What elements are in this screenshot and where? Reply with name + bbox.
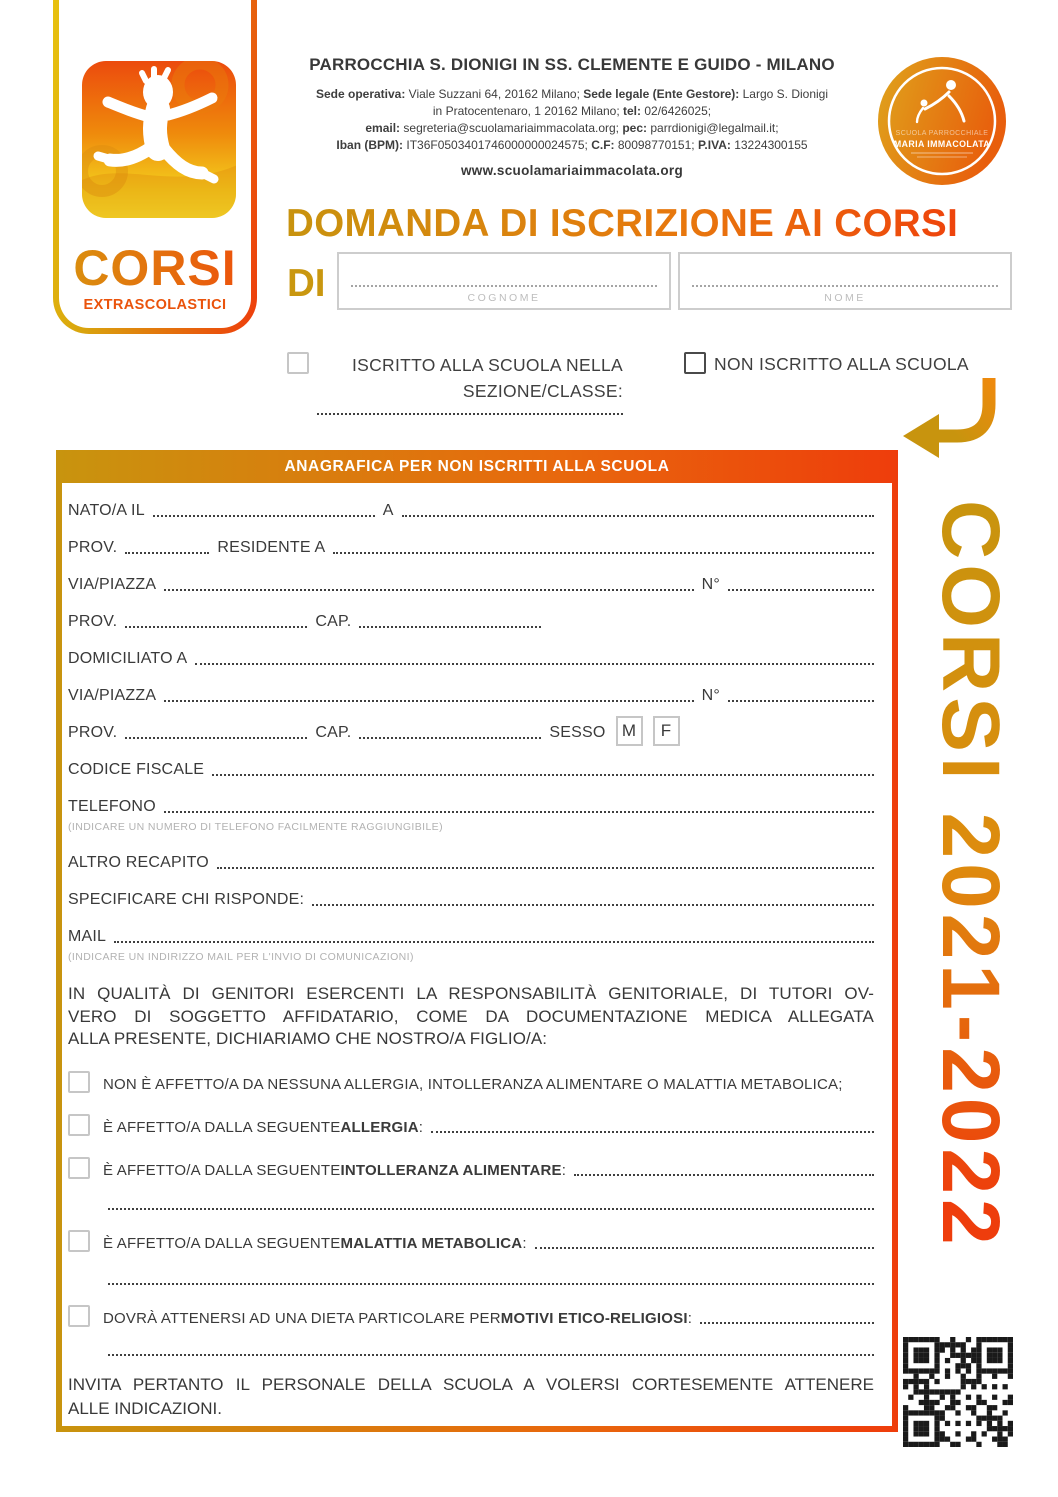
number-label: N°	[701, 687, 720, 704]
prov-cap-sex-row	[68, 707, 874, 744]
item-label: :	[418, 1118, 424, 1136]
stamp-line2: MARIA IMMACOLATA	[893, 139, 991, 149]
prov-label: PROV.	[68, 724, 118, 741]
number-dotted-field[interactable]	[728, 700, 874, 702]
item-label: È AFFETTO/A DALLA SEGUENTE	[103, 1234, 341, 1252]
phone-note: (INDICARE UN NUMERO DI TELEFONO FACILMENTE RAGGIUNGIBILE)	[68, 821, 443, 833]
enrolled-checkbox[interactable]	[287, 352, 309, 374]
domicile-row	[68, 633, 874, 670]
item-label: NON È AFFETTO/A DA NESSUNA ALLERGIA, INTOLLERANZA ALIMENTARE O MALATTIA METABOLICA;	[103, 1075, 843, 1093]
prov-label: PROV.	[68, 539, 118, 556]
contact-line: email: segreteria@scuolamariaimmacolata.org; pec: parrdionigi@legalmail.it;	[365, 121, 779, 135]
item-label: È AFFETTO/A DALLA SEGUENTE	[103, 1118, 341, 1136]
surname-label: COGNOME	[467, 292, 541, 304]
item-label: DOVRÀ ATTENERSI AD UNA DIETA PARTICOLARE PER	[103, 1309, 501, 1327]
born-on-label: NATO/A IL	[68, 502, 145, 519]
item-keyword: MALATTIA METABOLICA	[340, 1234, 523, 1252]
fiscal-code-row	[68, 744, 874, 781]
metabolic-disease-dotted-field[interactable]	[535, 1247, 874, 1249]
website-link[interactable]: www.scuolamariaimmacolata.org	[460, 163, 684, 178]
parish-header	[272, 55, 872, 178]
item-keyword: INTOLLERANZA ALIMENTARE	[340, 1161, 562, 1179]
vertical-courses-title: CORSI 2021-2022	[893, 500, 1011, 1300]
sex-female-checkbox[interactable]: F	[653, 716, 680, 746]
ethic-religious-diet-checkbox[interactable]	[68, 1305, 90, 1327]
parish-title: PARROCCHIA S. DIONIGI IN SS. CLEMENTE E GUIDO - MILANO	[309, 55, 835, 74]
not-enrolled-checkbox[interactable]	[684, 352, 706, 374]
street-label: VIA/PIAZZA	[68, 687, 157, 704]
anagrafica-section	[56, 450, 898, 1432]
food-intolerance-checkbox[interactable]	[68, 1157, 90, 1179]
item-label: :	[687, 1309, 693, 1327]
contact-line: in Pratocentenaro, 1 20162 Milano; tel: 02/6426025;	[432, 104, 712, 118]
item-keyword: MOTIVI ETICO-RELIGIOSI	[500, 1309, 688, 1327]
phone-dotted-field[interactable]	[164, 811, 874, 813]
mail-note: (INDICARE UN INDIRIZZO MAIL PER L'INVIO DI COMUNICAZIONI)	[68, 951, 414, 963]
contact-line: Sede operativa: Viale Suzzani 64, 20162 Milano; Sede legale (Ente Gestore): Largo S. Dionigi	[315, 87, 829, 101]
domicile-dotted-field[interactable]	[195, 663, 874, 665]
street-label: VIA/PIAZZA	[68, 576, 157, 593]
other-contact-row	[68, 837, 874, 874]
sex-label: SESSO	[549, 724, 606, 741]
cap-label: CAP.	[315, 613, 352, 630]
who-answers-row	[68, 874, 874, 911]
resident-label: RESIDENTE A	[217, 539, 326, 556]
item-label: :	[561, 1161, 567, 1179]
logo-subtitle: EXTRASCOLASTICI	[83, 297, 227, 313]
metabolic-disease-item	[68, 1230, 874, 1253]
prov-dotted-field[interactable]	[125, 552, 209, 554]
contact-line: Iban (BPM): IT36F0503401746000000024575; C.F: 80098770151; P.IVA: 13224300155	[336, 138, 808, 152]
domicile-label: DOMICILIATO A	[68, 650, 188, 667]
fiscal-code-dotted-field[interactable]	[212, 774, 874, 776]
anagrafica-body	[62, 483, 892, 1426]
logo-title: CORSI	[53, 243, 257, 293]
ethic-religious-diet-dotted-continuation[interactable]	[108, 1354, 874, 1356]
sex-male-checkbox[interactable]: M	[616, 716, 643, 746]
allergy-item	[68, 1114, 874, 1137]
who-answers-dotted-field[interactable]	[312, 904, 874, 906]
not-enrolled-label: NON ISCRITTO ALLA SCUOLA	[714, 354, 969, 374]
metabolic-disease-checkbox[interactable]	[68, 1230, 90, 1252]
born-in-label: A	[382, 502, 394, 519]
declaration-paragraph: IN QUALITÀ DI GENITORI ESERCENTI LA RESPONSABILITÀ GENITORIALE, DI TUTORI OV- VERO DI SOGGETTO AFFIDATARIO, COME DA DOCUMENTAZIONE MEDICA ALLEGATA ALLA PRESENTE, DICHIARIAMO CHE NOSTRO/A FIGLIO/A:	[68, 984, 874, 1048]
surname-dotted-line	[351, 285, 657, 287]
street-row-2	[68, 670, 874, 707]
metabolic-disease-dotted-continuation[interactable]	[108, 1283, 874, 1285]
jumping-child-icon	[82, 61, 236, 218]
who-answers-label: SPECIFICARE CHI RISPONDE:	[68, 891, 305, 908]
mail-row	[68, 911, 874, 948]
prov-cap-row	[68, 596, 874, 633]
cap-dotted-field[interactable]	[359, 737, 541, 739]
prov-dotted-field[interactable]	[125, 626, 307, 628]
allergy-checkbox[interactable]	[68, 1114, 90, 1136]
name-dotted-line	[692, 285, 998, 287]
item-keyword: ALLERGIA	[340, 1118, 419, 1136]
name-field[interactable]	[678, 252, 1012, 310]
number-label: N°	[701, 576, 720, 593]
name-label: NOME	[824, 292, 866, 304]
fiscal-code-label: CODICE FISCALE	[68, 761, 205, 778]
mail-label: MAIL	[68, 928, 107, 945]
street-dotted-field[interactable]	[164, 700, 693, 702]
birth-date-dotted-field[interactable]	[153, 515, 375, 517]
birth-row	[68, 485, 874, 522]
anagrafica-header: ANAGRAFICA PER NON ISCRITTI ALLA SCUOLA	[284, 457, 670, 475]
food-intolerance-dotted-field[interactable]	[574, 1174, 874, 1176]
residence-dotted-field[interactable]	[333, 552, 874, 554]
section-class-dotted-field[interactable]	[317, 413, 623, 415]
street-dotted-field[interactable]	[164, 589, 693, 591]
not-enrolled-option	[684, 352, 969, 376]
other-contact-dotted-field[interactable]	[217, 867, 874, 869]
enrolled-label: ISCRITTO ALLA SCUOLA NELLA SEZIONE/CLASSE:	[351, 355, 623, 401]
mail-dotted-field[interactable]	[114, 941, 874, 943]
street-row	[68, 559, 874, 596]
curved-arrow-icon	[893, 378, 1005, 486]
food-intolerance-dotted-continuation[interactable]	[108, 1208, 874, 1210]
birth-place-dotted-field[interactable]	[402, 515, 874, 517]
qr-code	[903, 1337, 1013, 1447]
prov-label: PROV.	[68, 613, 118, 630]
allergy-dotted-field[interactable]	[431, 1131, 874, 1133]
cap-dotted-field[interactable]	[359, 626, 541, 628]
form-title-di: DI	[287, 262, 326, 305]
form-title: DOMANDA DI ISCRIZIONE AI CORSI	[286, 202, 1016, 246]
residence-row	[68, 522, 874, 559]
phone-row	[68, 781, 874, 818]
school-stamp	[877, 56, 1007, 186]
no-allergy-checkbox[interactable]	[68, 1071, 90, 1093]
item-label: :	[522, 1234, 527, 1252]
surname-field[interactable]	[337, 252, 671, 310]
other-contact-label: ALTRO RECAPITO	[68, 854, 209, 871]
ethic-religious-diet-item	[68, 1305, 874, 1328]
prov-dotted-field[interactable]	[125, 737, 307, 739]
stamp-line1: SCUOLA PARROCCHIALE	[895, 130, 989, 137]
number-dotted-field[interactable]	[728, 589, 874, 591]
enrolled-option	[287, 352, 623, 404]
item-label: È AFFETTO/A DALLA SEGUENTE	[103, 1161, 341, 1179]
no-allergy-item	[68, 1071, 874, 1094]
ethic-religious-diet-dotted-field[interactable]	[700, 1322, 874, 1324]
phone-label: TELEFONO	[68, 798, 156, 815]
cap-label: CAP.	[315, 724, 352, 741]
food-intolerance-item	[68, 1157, 874, 1180]
closing-paragraph: INVITA PERTANTO IL PERSONALE DELLA SCUOLA A VOLERSI CORTESEMENTE ATTENERE ALLE INDICAZIONI.	[68, 1374, 874, 1418]
contact-info	[272, 86, 872, 154]
